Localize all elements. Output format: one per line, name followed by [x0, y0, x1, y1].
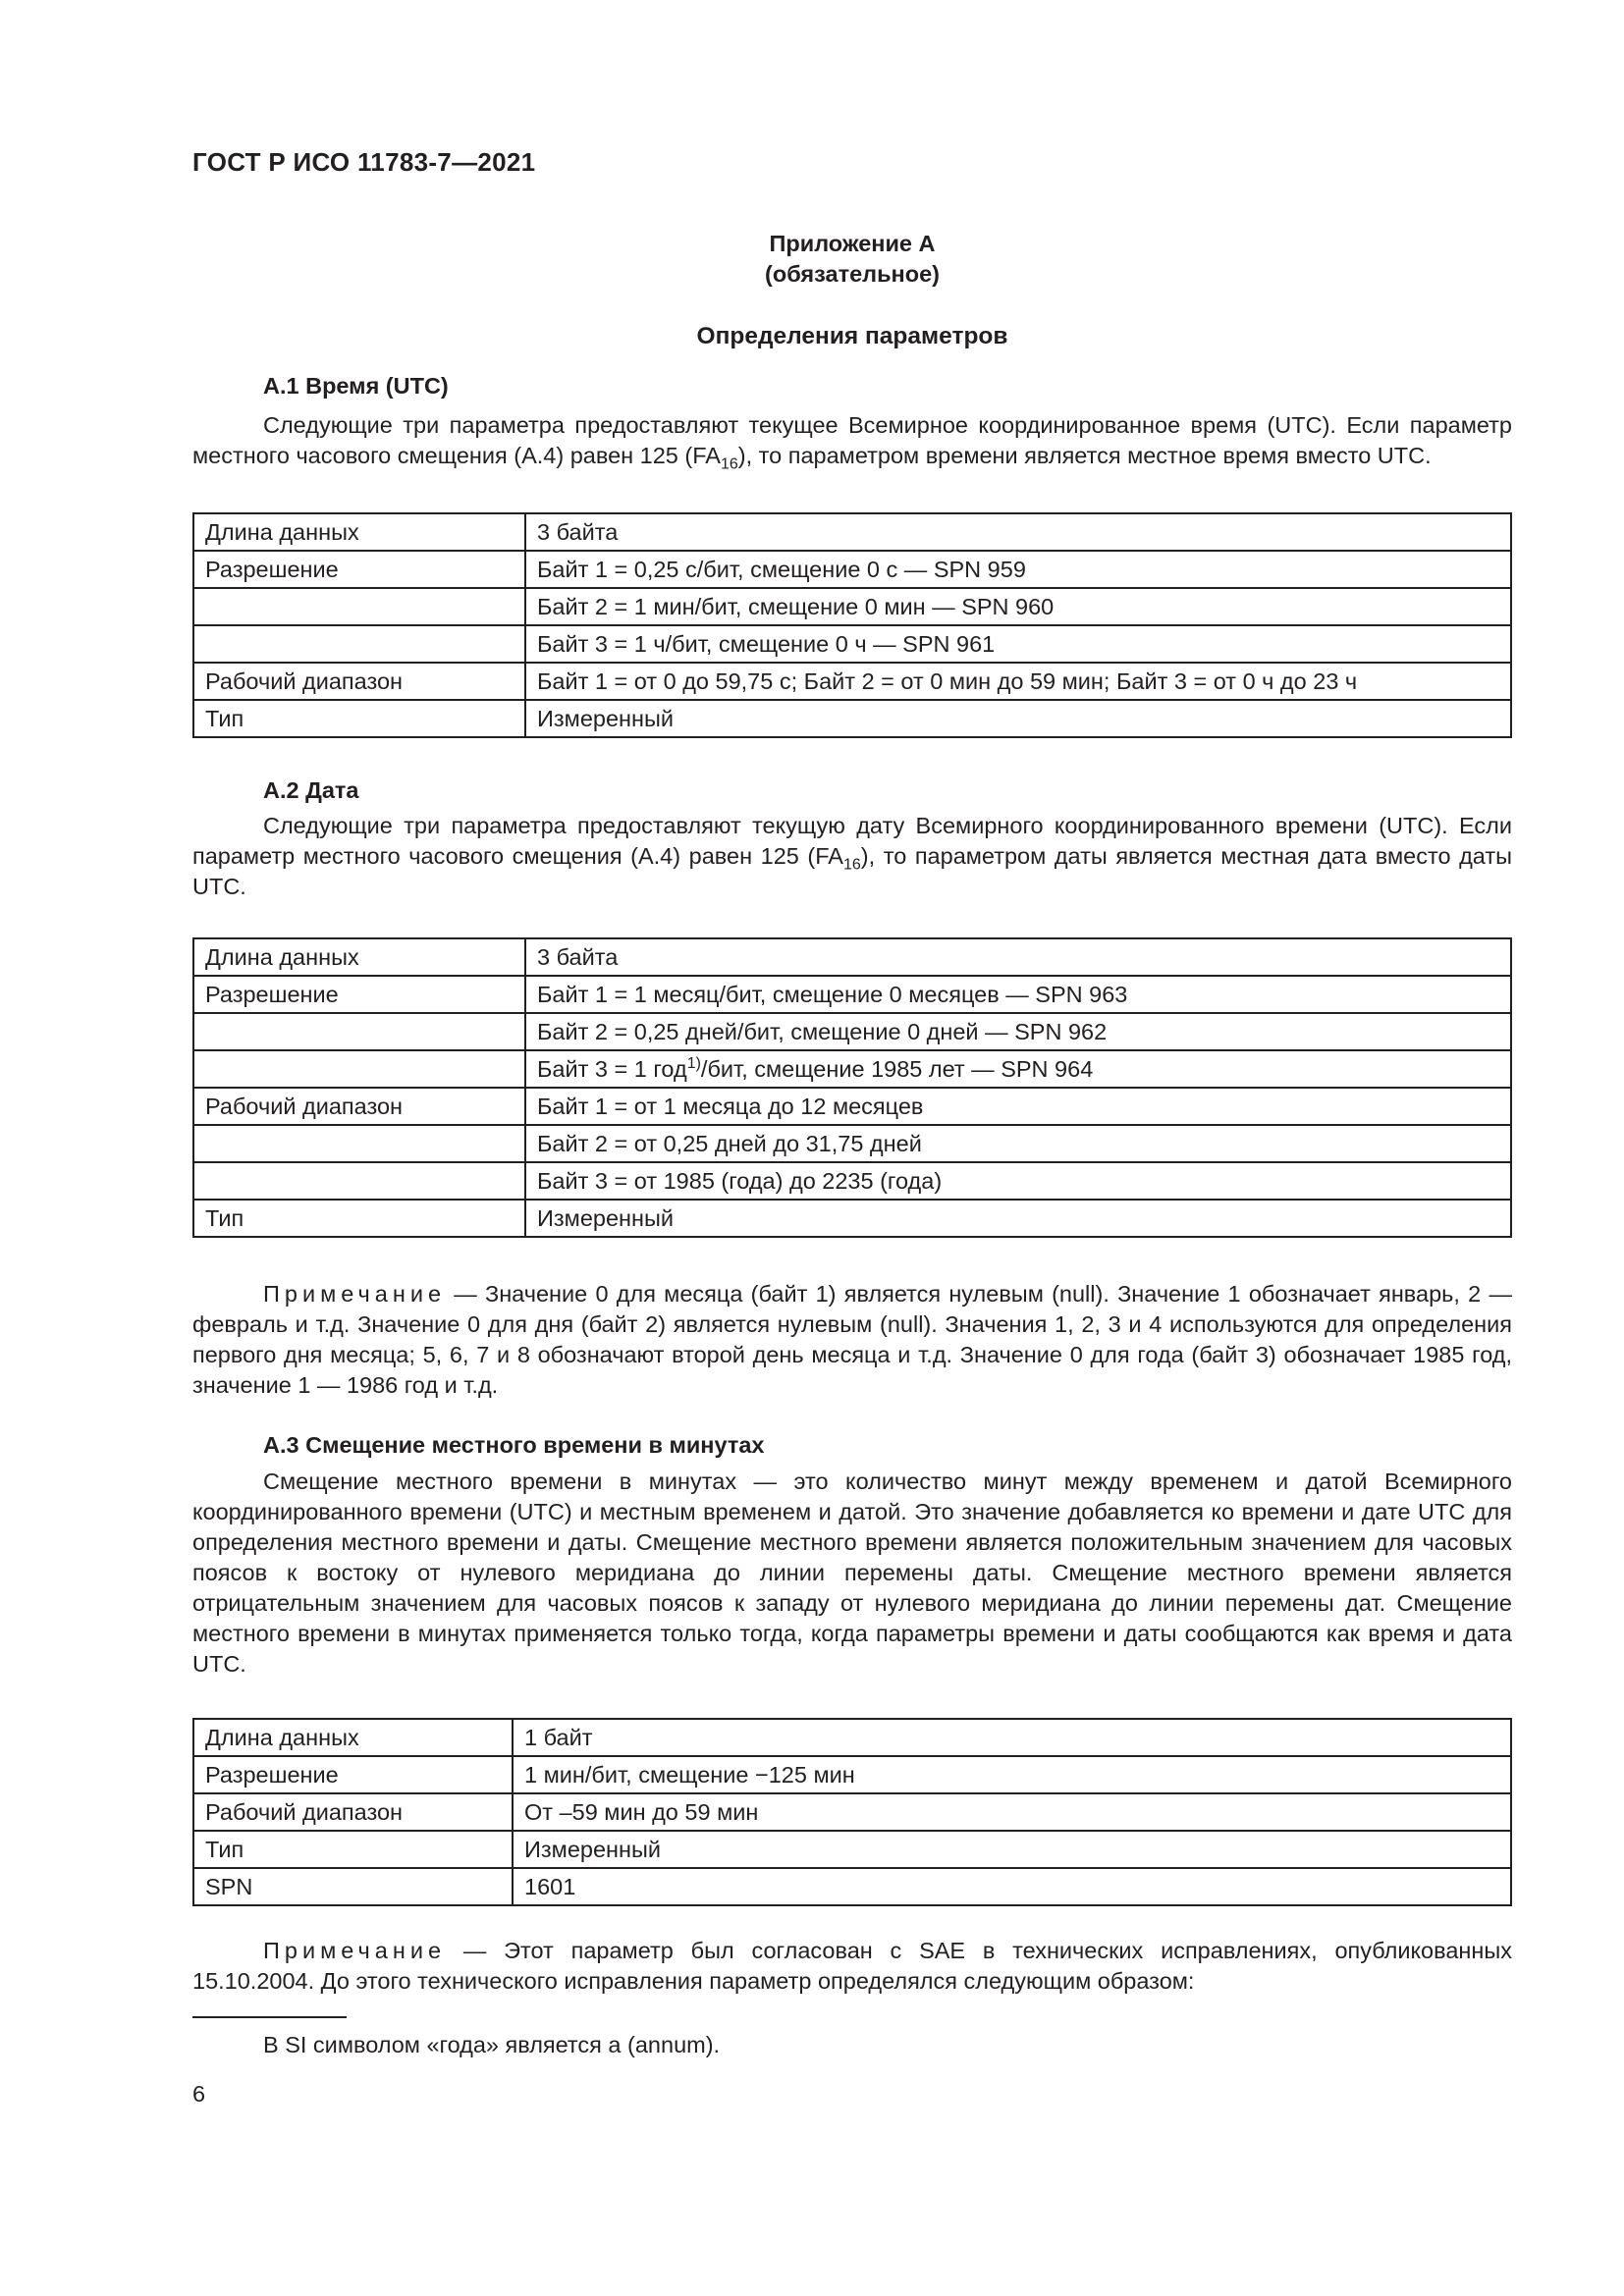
table-a1 — [192, 512, 1512, 738]
table-row — [193, 625, 1511, 663]
section-heading-a1: А.1 Время (UTC) — [263, 373, 449, 399]
section-a3-intro: Смещение местного времени в минутах — это количество минут между временем и датой Всемирного координированного времени (UTC) и местным временем и датой. Это значение добавляется ко времени и дате UTC для определения местного времени и даты. Смещение местного времени является положительным значением для часовых поясов к востоку от нулевого меридиана до линии перемены даты. Смещение местного времени является отрицательным значением для часовых поясов к западу от нулевого меридиана до линии перемены дат. Смещение местного времени в минутах применяется только тогда, когда параметры времени и даты сообщаются как время и дата UTC. — [192, 1468, 1512, 1677]
page-number: 6 — [192, 2081, 206, 2107]
table-cell-value: Измеренный — [513, 1831, 1511, 1868]
table-cell-value: Байт 1 = 1 месяц/бит, смещение 0 месяцев — SPN 963 — [525, 976, 1511, 1013]
table-a3 — [192, 1718, 1512, 1906]
table-cell-label: SPN — [193, 1868, 513, 1905]
table-cell-label: Тип — [193, 700, 525, 737]
annex-status: (обязательное) — [765, 261, 940, 287]
table-row — [193, 1756, 1511, 1793]
table-row — [193, 1125, 1511, 1162]
document-page — [192, 0, 1512, 2296]
table-a2 — [192, 937, 1512, 1238]
table-row — [193, 1831, 1511, 1868]
annex-name: Приложение А — [769, 231, 936, 256]
annex-heading — [192, 229, 1512, 290]
table-cell-value: 1601 — [513, 1868, 1511, 1905]
table-row — [193, 1162, 1511, 1200]
table-cell-label — [193, 1013, 525, 1050]
table-row — [193, 1793, 1511, 1831]
table-cell-value: 1 мин/бит, смещение −125 мин — [513, 1756, 1511, 1793]
table-cell-label: Разрешение — [193, 551, 525, 588]
document-code: ГОСТ Р ИСО 11783-7—2021 — [192, 147, 536, 177]
table-cell-label — [193, 625, 525, 663]
table-cell-label: Длина данных — [193, 938, 525, 976]
table-row — [193, 551, 1511, 588]
table-row — [193, 663, 1511, 700]
table-row — [193, 1050, 1511, 1088]
table-cell-label — [193, 588, 525, 625]
note-a2: Примечание — Значение 0 для месяца (байт 1) является нулевым (null). Значение 1 обозначает январь, 2 — февраль и т.д. Значение 0 для дня (байт 2) является нулевым (null). Значения 1, 2, 3 и 4 используются для определения первого дня месяца; 5, 6, 7 и 8 обозначают второй день месяца и т.д. Значение 0 для года (байт 3) обозначает 1985 год, значение 1 — 1986 год и т.д. — [192, 1281, 1512, 1398]
annex-title: Определения параметров — [696, 323, 1008, 349]
table-cell-label: Длина данных — [193, 1719, 513, 1756]
table-cell-value: 3 байта — [525, 938, 1511, 976]
table-cell-value: Байт 2 = 1 мин/бит, смещение 0 мин — SPN 960 — [525, 588, 1511, 625]
table-cell-value: Байт 1 = от 1 месяца до 12 месяцев — [525, 1088, 1511, 1125]
table-cell-value: Байт 3 = 1 ч/бит, смещение 0 ч — SPN 961 — [525, 625, 1511, 663]
section-heading-a3: А.3 Смещение местного времени в минутах — [263, 1432, 765, 1458]
table-cell-label: Рабочий диапазон — [193, 663, 525, 700]
table-cell-value: Байт 2 = от 0,25 дней до 31,75 дней — [525, 1125, 1511, 1162]
table-cell-value: Измеренный — [525, 700, 1511, 737]
table-cell-value: Байт 3 = от 1985 (года) до 2235 (года) — [525, 1162, 1511, 1200]
table-cell-label: Длина данных — [193, 513, 525, 551]
table-cell-label: Тип — [193, 1831, 513, 1868]
section-a2-intro: Следующие три параметра предоставляют текущую дату Всемирного координированного времени (UTC). Если параметр местного часового смещения (А.4) равен 125 $(FA_{16})$, то параметром даты является местная дата вместо даты UTC. — [192, 813, 1512, 899]
table-row — [193, 938, 1511, 976]
table-cell-label: Рабочий диапазон — [193, 1088, 525, 1125]
table-cell-value: Байт 1 = от 0 до 59,75 с; Байт 2 = от 0 мин до 59 мин; Байт 3 = от 0 ч до 23 ч — [525, 663, 1511, 700]
note-lead: Примечание — [263, 1281, 447, 1307]
table-row — [193, 1868, 1511, 1905]
table-row — [193, 700, 1511, 737]
table-row — [193, 976, 1511, 1013]
table-row — [193, 1200, 1511, 1237]
footnote-marker: 1) — [686, 1055, 701, 1073]
section-heading-a2: А.2 Дата — [263, 777, 359, 803]
table-cell-value: Измеренный — [525, 1200, 1511, 1237]
note-a3: Примечание — Этот параметр был согласован с SAE в технических исправлениях, опубликованных 15.10.2004. До этого технического исправления параметр определялся следующим образом: — [192, 1938, 1512, 1994]
table-cell-value: 1 байт — [513, 1719, 1511, 1756]
table-row — [193, 513, 1511, 551]
section-a1-intro: Следующие три параметра предоставляют текущее Всемирное координированное время (UTC). Если параметр местного часового смещения (А.4) равен 125 $(FA_{16})$, то параметром времени является местное время вместо UTC. — [192, 412, 1512, 473]
table-cell-value: Байт 1 = 0,25 с/бит, смещение 0 с — SPN 959 — [525, 551, 1511, 588]
table-cell-label: Разрешение — [193, 1756, 513, 1793]
footnote-divider — [192, 2016, 347, 2018]
table-cell-label — [193, 1050, 525, 1088]
table-row — [193, 588, 1511, 625]
table-row — [193, 1013, 1511, 1050]
table-cell-value: Байт 2 = 0,25 дней/бит, смещение 0 дней — SPN 962 — [525, 1013, 1511, 1050]
note-lead: Примечание — [263, 1938, 447, 1963]
table-cell-label — [193, 1162, 525, 1200]
table-cell-label: Разрешение — [193, 976, 525, 1013]
table-cell-value: Байт 3 = 1 год$^{1)}$/бит, смещение 1985 лет — SPN 964 — [525, 1050, 1511, 1088]
table-cell-value: 3 байта — [525, 513, 1511, 551]
table-cell-value: От –59 мин до 59 мин — [513, 1793, 1511, 1831]
footnote: В SI символом «года» является а (annum). — [263, 2032, 721, 2057]
table-row — [193, 1088, 1511, 1125]
table-cell-label: Рабочий диапазон — [193, 1793, 513, 1831]
table-row — [193, 1719, 1511, 1756]
table-cell-label — [193, 1125, 525, 1162]
table-cell-label: Тип — [193, 1200, 525, 1237]
